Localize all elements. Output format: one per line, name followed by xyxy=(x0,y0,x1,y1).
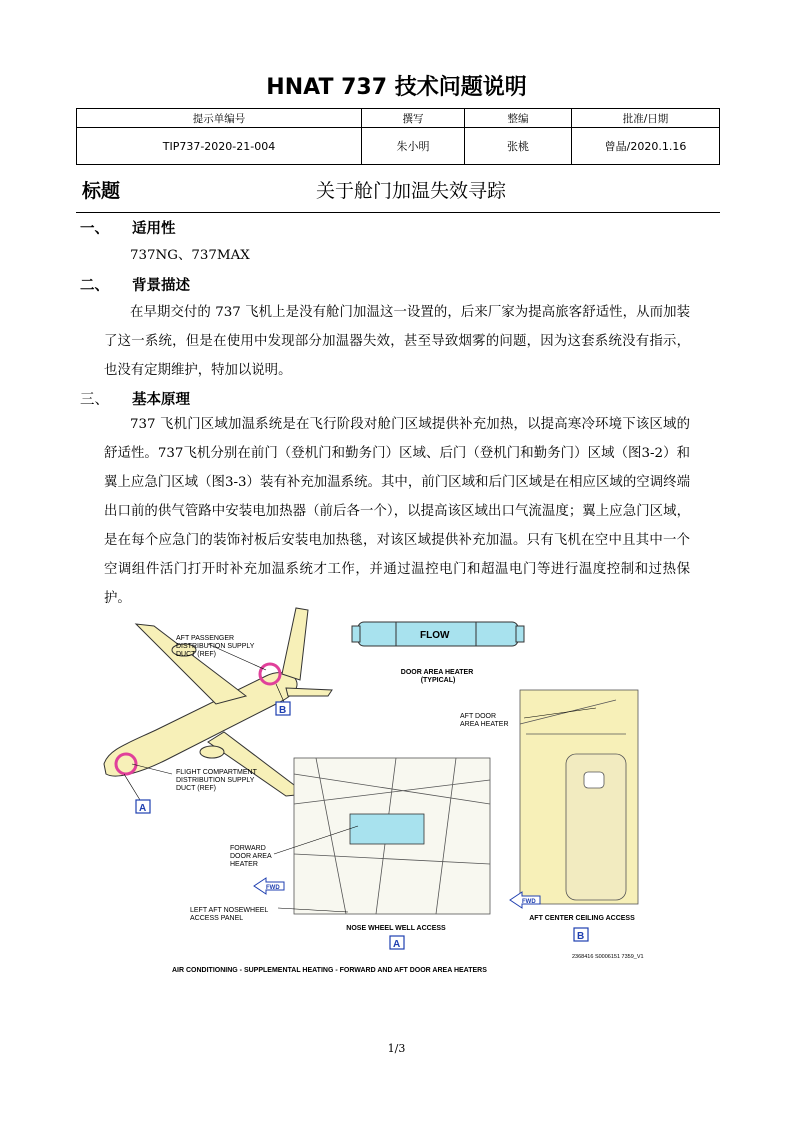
section-number: 一、 xyxy=(80,221,109,237)
tip-number: TIP737-2020-21-004 xyxy=(77,128,362,165)
section-title: 背景描述 xyxy=(132,278,190,294)
callout-b-view: B xyxy=(577,931,585,942)
callout-b: B xyxy=(279,705,287,716)
author: 朱小明 xyxy=(362,128,465,165)
section-number: 二、 xyxy=(80,278,109,294)
applicability-text: 737NG、737MAX xyxy=(130,248,250,263)
door-area-heater-label: DOOR AREA HEATER (TYPICAL) xyxy=(400,669,474,684)
approval-date: 曾晶/2020.1.16 xyxy=(572,128,720,165)
callout-a-view: A xyxy=(393,939,401,950)
aft-ceiling-view xyxy=(520,690,638,904)
aft-ceiling-access-label: AFT CENTER CEILING ACCESS xyxy=(529,915,635,922)
meta-header-cell: 撰写 xyxy=(362,109,465,128)
door-area-heater-diagram xyxy=(352,622,524,646)
section-heading xyxy=(80,217,176,238)
left-aft-panel-label: LEFT AFT NOSEWHEEL ACCESS PANEL xyxy=(190,907,269,922)
forward-door-heater-label: FORWARD DOOR AREA HEATER xyxy=(230,845,272,868)
nose-wheel-well-view xyxy=(294,758,490,914)
background-paragraph: 在早期交付的 737 飞机上是没有舱门加温这一设置的，后来厂家为提高旅客舒适性，从而加装了这一系统，但是在使用中发现部分加温器失效，甚至导致烟雾的问题，因为这套系统没有指示，也没有定期维护，特加以说明。 xyxy=(104,305,690,378)
svg-text:FWD: FWD xyxy=(266,885,280,891)
meta-header-cell: 提示单编号 xyxy=(77,109,362,128)
meta-header-cell: 整编 xyxy=(465,109,572,128)
editor: 张桃 xyxy=(465,128,572,165)
subject-text: 关于舱门加温失效寻踪 xyxy=(316,180,507,202)
meta-header-cell: 批准/日期 xyxy=(572,109,720,128)
principle-paragraph: 737 飞机门区域加温系统是在飞行阶段对舱门区域提供补充加热，以提高寒冷环境下该区域的舒适性。737飞机分别在前门（登机门和勤务门）区域、后门（登机门和勤务门）区域（图3-2）和翼上应急门区域（图3-3）装有补充加温系统。其中，前门区域和后门区域是在相应区域的空调终端出口前的供气管路中安装电加热器（前后各一个），以提高该区域出口气流温度；翼上应急门区域，是在每个应急门的装饰衬板后安装电加热毯，对该区域提供补充加温。只有飞机在空中且其中一个空调组件活门打开时补充加温系统才工作，并通过温控电门和超温电门等进行温度控制和过热保护。 xyxy=(104,417,690,606)
meta-header-row xyxy=(77,109,720,128)
aft-door-heater-label: AFT DOOR AREA HEATER xyxy=(460,713,509,728)
section-title: 基本原理 xyxy=(132,392,190,408)
figure-ref-code: 2368416 S0006151 7359_V1 xyxy=(572,954,644,960)
section-number: 三、 xyxy=(80,392,109,408)
page-number: 1/3 xyxy=(387,1042,406,1055)
flight-compartment-duct-label: FLIGHT COMPARTMENT DISTRIBUTION SUPPLY DUCT (REF) xyxy=(176,769,257,792)
flow-label: FLOW xyxy=(420,630,450,641)
subject-row xyxy=(76,172,720,213)
door-heater-figure xyxy=(96,604,676,982)
aft-passenger-duct-label: AFT PASSENGER DISTRIBUTION SUPPLY DUCT (REF) xyxy=(176,635,255,658)
meta-table xyxy=(76,108,720,165)
figure-caption: AIR CONDITIONING - SUPPLEMENTAL HEATING - FORWARD AND AFT DOOR AREA HEATERS xyxy=(172,967,487,974)
document-title: HNAT 737 技术问题说明 xyxy=(266,75,527,100)
callout-a: A xyxy=(139,803,147,814)
nose-wheel-access-label: NOSE WHEEL WELL ACCESS xyxy=(346,925,446,932)
section-heading xyxy=(80,274,190,295)
subject-label: 标题 xyxy=(82,180,121,202)
section-heading xyxy=(80,388,190,409)
svg-text:FWD: FWD xyxy=(522,899,536,905)
meta-value-row xyxy=(77,128,720,165)
section-title: 适用性 xyxy=(132,221,176,237)
